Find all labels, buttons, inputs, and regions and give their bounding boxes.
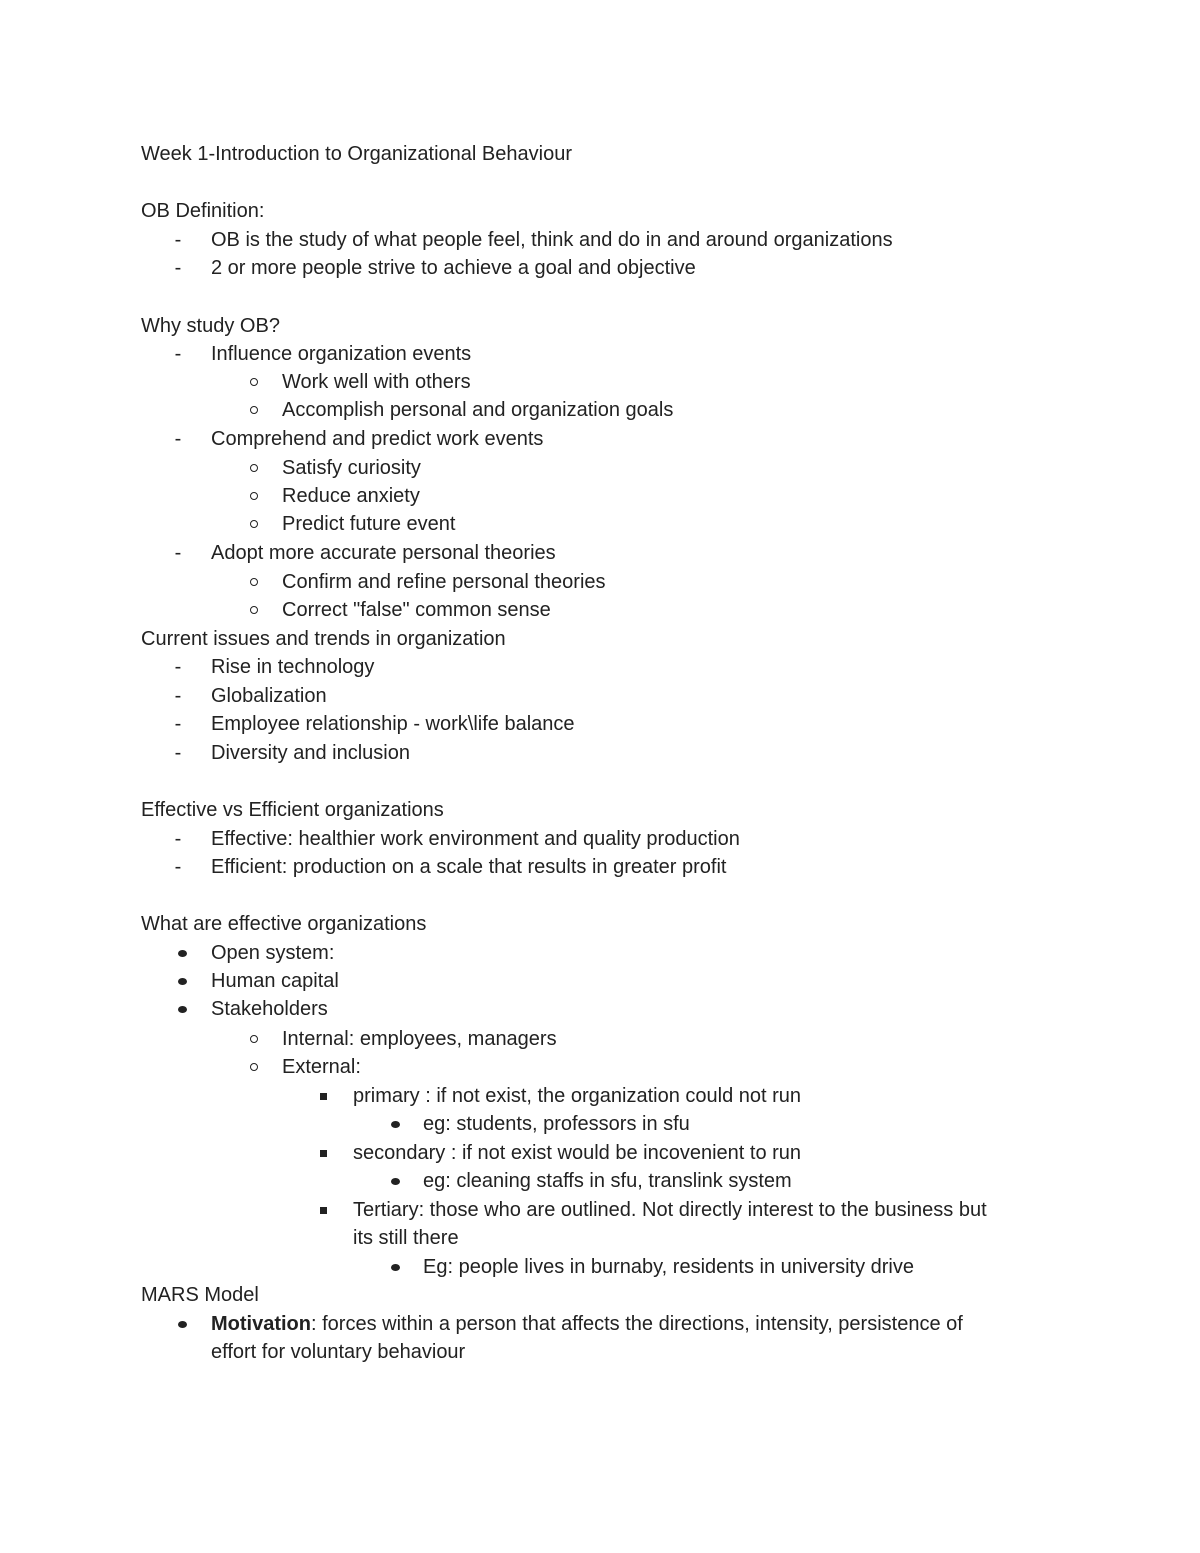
document-title: Week 1-Introduction to Organizational Behaviour [141,143,572,165]
dash-bullet: - [174,257,182,279]
list-subitem-continuation: its still there [353,1227,459,1249]
list-subitem: Predict future event [282,513,456,535]
list-item: Effective: healthier work environment and quality production [211,828,740,850]
square-bullet [320,1150,327,1157]
dash-bullet: - [174,542,182,564]
dash-bullet: - [174,343,182,365]
square-bullet [320,1207,327,1214]
circle-bullet [250,378,258,386]
list-item: Open system: [211,942,335,964]
list-subitem: Internal: employees, managers [282,1028,557,1050]
dash-bullet: - [174,229,182,251]
list-subitem: Work well with others [282,371,471,393]
circle-bullet [250,492,258,500]
list-subitem: eg: students, professors in sfu [423,1113,690,1135]
list-subitem: External: [282,1056,361,1078]
list-subitem: eg: cleaning staffs in sfu, translink system [423,1170,792,1192]
section-heading-why-study: Why study OB? [141,315,280,337]
list-subitem: primary : if not exist, the organization could not run [353,1085,802,1107]
motivation-definition: : forces within a person that affects the directions, intensity, persistence of [311,1313,963,1335]
circle-bullet [250,1063,258,1071]
disc-bullet [178,1321,187,1328]
list-item: Influence organization events [211,343,472,365]
list-item-continuation: effort for voluntary behaviour [211,1341,466,1363]
circle-bullet [250,578,258,586]
list-item: 2 or more people strive to achieve a goal and objective [211,257,696,279]
list-item: OB is the study of what people feel, think and do in and around organizations [211,229,893,251]
circle-bullet [250,1035,258,1043]
disc-bullet [391,1264,400,1271]
square-bullet [320,1093,327,1100]
dash-bullet: - [174,713,182,735]
list-subitem: Reduce anxiety [282,485,420,507]
list-item [211,1311,963,1337]
list-item: Human capital [211,970,339,992]
list-item: Efficient: production on a scale that results in greater profit [211,856,727,878]
list-subitem: Eg: people lives in burnaby, residents in university drive [423,1256,914,1278]
list-item: Globalization [211,685,327,707]
dash-bullet: - [174,828,182,850]
circle-bullet [250,406,258,414]
circle-bullet [250,606,258,614]
dash-bullet: - [174,685,182,707]
list-subitem: Tertiary: those who are outlined. Not directly interest to the business but [353,1199,987,1221]
disc-bullet [391,1121,400,1128]
circle-bullet [250,464,258,472]
dash-bullet: - [174,742,182,764]
section-heading-effective-vs-efficient: Effective vs Efficient organizations [141,799,444,821]
list-item: Employee relationship - work\life balance [211,713,575,735]
section-heading-mars-model: MARS Model [141,1284,259,1306]
list-subitem: Confirm and refine personal theories [282,571,606,593]
disc-bullet [178,950,187,957]
section-heading-ob-definition: OB Definition: [141,200,265,222]
list-subitem: Correct "false" common sense [282,599,551,621]
dash-bullet: - [174,856,182,878]
list-subitem: secondary : if not exist would be incovenient to run [353,1142,802,1164]
term-motivation: Motivation [211,1313,311,1335]
list-item: Comprehend and predict work events [211,428,544,450]
section-heading-effective-orgs: What are effective organizations [141,913,427,935]
disc-bullet [178,1006,187,1013]
list-item: Diversity and inclusion [211,742,410,764]
disc-bullet [391,1178,400,1185]
list-subitem: Accomplish personal and organization goals [282,399,674,421]
section-heading-current-issues: Current issues and trends in organization [141,628,506,650]
circle-bullet [250,520,258,528]
disc-bullet [178,978,187,985]
list-item: Stakeholders [211,998,328,1020]
list-subitem: Satisfy curiosity [282,457,421,479]
dash-bullet: - [174,428,182,450]
dash-bullet: - [174,656,182,678]
list-item: Adopt more accurate personal theories [211,542,556,564]
list-item: Rise in technology [211,656,375,678]
